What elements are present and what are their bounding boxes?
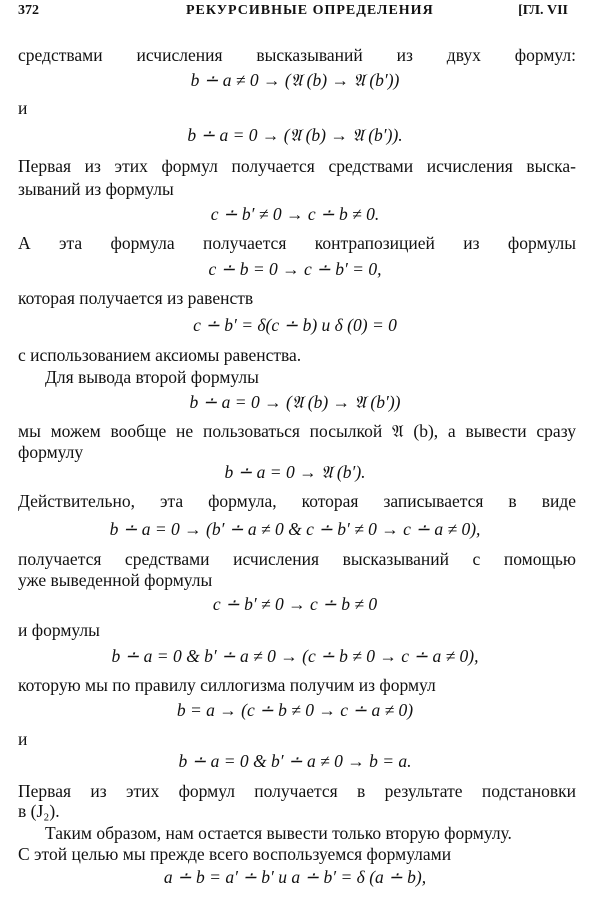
text-line: и xyxy=(18,729,28,749)
formula: b ∸ a = 0 → (b′ ∸ a ≠ 0 & c ∸ b′ ≠ 0 → c ∸ a ≠ 0), xyxy=(109,519,481,539)
text-line: получается средствами исчисления высказываний с помощью xyxy=(18,549,576,569)
text-line: в (J₂). xyxy=(18,801,60,821)
formula: b ∸ a = 0 → (𝔄 (b) → 𝔄 (b′)) xyxy=(189,392,401,412)
formula: b ∸ a ≠ 0 → (𝔄 (b) → 𝔄 (b′)) xyxy=(190,70,400,90)
text-line: зываний из формулы xyxy=(18,179,174,199)
text-line: и xyxy=(18,98,28,118)
formula: c ∸ b = 0 → c ∸ b′ = 0, xyxy=(208,259,382,279)
text-line: Для вывода второй формулы xyxy=(45,367,259,387)
formula: b ∸ a = 0 & b′ ∸ a ≠ 0 → (c ∸ b ≠ 0 → c ∸ a ≠ 0), xyxy=(111,646,479,666)
text-line: которую мы по правилу силлогизма получим из формул xyxy=(18,675,436,695)
page-number: 372 xyxy=(18,3,39,18)
text-line: уже выведенной формулы xyxy=(18,570,213,590)
text-line: средствами исчисления высказываний из двух формул: xyxy=(18,45,576,65)
text-line: с использованием аксиомы равенства. xyxy=(18,345,302,365)
formula: b ∸ a = 0 & b′ ∸ a ≠ 0 → b = a. xyxy=(178,751,412,771)
formula: c ∸ b′ ≠ 0 → c ∸ b ≠ 0. xyxy=(210,204,380,224)
text-line: которая получается из равенств xyxy=(18,288,254,308)
text-line: и формулы xyxy=(18,620,100,640)
formula: b ∸ a = 0 → (𝔄 (b) → 𝔄 (b′)). xyxy=(187,125,403,145)
text-line: А эта формула получается контрапозицией из формулы xyxy=(18,233,576,253)
text-line: мы можем вообще не пользоваться посылкой 𝔄 (b), а вывести сразу xyxy=(18,421,576,441)
text-line: С этой целью мы прежде всего воспользуемся формулами xyxy=(18,844,452,864)
text-line: Первая из этих формул получается в результате подстановки xyxy=(18,781,576,801)
running-header xyxy=(18,3,580,25)
text-line: Таким образом, нам остается вывести только вторую формулу. xyxy=(45,823,512,843)
text-line: Первая из этих формул получается средствами исчисления выска- xyxy=(18,156,576,176)
formula: b = a → (c ∸ b ≠ 0 → c ∸ a ≠ 0) xyxy=(176,700,414,720)
formula: c ∸ b′ ≠ 0 → c ∸ b ≠ 0 xyxy=(212,594,378,614)
formula: a ∸ b = a′ ∸ b′ и a ∸ b′ = δ (a ∸ b), xyxy=(163,867,427,887)
formula: b ∸ a = 0 → 𝔄 (b′). xyxy=(224,462,366,482)
text-line: формулу xyxy=(18,442,84,462)
running-title: РЕКУРСИВНЫЕ ОПРЕДЕЛЕНИЯ xyxy=(186,3,434,18)
text-line: Действительно, эта формула, которая записывается в виде xyxy=(18,491,576,511)
formula: c ∸ b′ = δ(c ∸ b) и δ (0) = 0 xyxy=(193,315,397,335)
chapter-label: [ГЛ. VII xyxy=(518,3,568,18)
